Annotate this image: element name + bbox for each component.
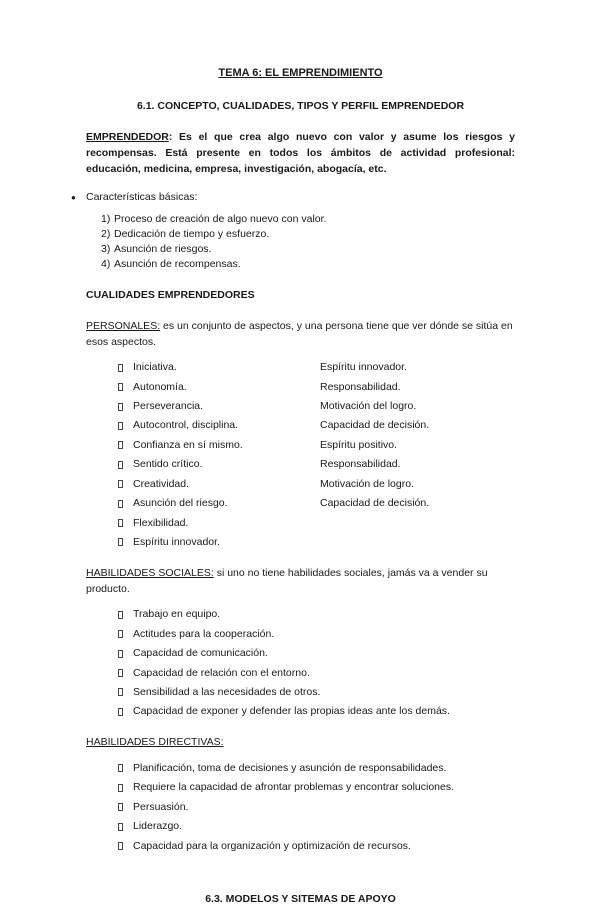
item-text: Asunción de riesgos. [114, 243, 212, 256]
list-item [118, 380, 515, 395]
item-text: Proceso de creación de algo nuevo con valor. [114, 213, 327, 226]
section3-heading: 6.3. MODELOS Y SITEMAS DE APOYO [205, 892, 396, 905]
caracteristicas-label: Características básicas: [86, 191, 198, 204]
checkbox-bullet-icon [118, 784, 123, 792]
checkbox-bullet-icon [118, 708, 123, 716]
checkbox-bullet-icon [118, 650, 123, 658]
emprendedor-term: EMPRENDEDOR [86, 130, 169, 143]
item-text: Liderazgo. [133, 820, 183, 833]
checkbox-bullet-icon [118, 688, 123, 696]
item-text: Actitudes para la cooperación. [133, 627, 275, 640]
emprendedor-text: : Es el que crea algo nuevo con valor y asume los riesgos y recompensas. Está presente en todos los ámbitos de actividad profesional: educación, medicina, empresa, investigación, abogacía, etc. [86, 130, 515, 176]
list-item [118, 360, 515, 375]
item-text: Sensibilidad a las necesidades de otros. [133, 685, 321, 698]
sociales-list [118, 607, 515, 719]
item-text-left: Espíritu innovador. [133, 535, 220, 548]
list-item [118, 646, 515, 661]
bullet-icon: ● [71, 193, 76, 203]
directivas-list [118, 761, 515, 854]
checkbox-bullet-icon [118, 500, 123, 508]
list-item [118, 535, 515, 550]
caracteristicas-list [101, 212, 515, 272]
item-text: Dedicación de tiempo y esfuerzo. [114, 228, 270, 241]
checkbox-bullet-icon [118, 519, 123, 527]
item-text-left: Iniciativa. [133, 361, 177, 374]
checkbox-bullet-icon [118, 764, 123, 772]
checkbox-bullet-icon [118, 383, 123, 391]
caracteristicas-line [71, 190, 515, 205]
sociales-text: si uno no tiene habilidades sociales, jamás va a vender su producto. [86, 566, 488, 595]
list-item [118, 780, 515, 795]
item-text-left: Flexibilidad. [133, 516, 189, 529]
list-item [101, 212, 515, 227]
list-item [118, 666, 515, 681]
item-number: 2) [101, 228, 111, 241]
checkbox-bullet-icon [118, 669, 123, 677]
item-text: Requiere la capacidad de afrontar problemas y encontrar soluciones. [133, 781, 455, 794]
personales-text: es un conjunto de aspectos, y una persona tiene que ver dónde se sitúa en esos aspectos. [86, 319, 513, 348]
directivas-term: HABILIDADES DIRECTIVAS: [86, 736, 224, 749]
list-item [118, 839, 515, 854]
item-text-right: Capacidad de decisión. [320, 419, 430, 432]
item-text: Trabajo en equipo. [133, 608, 221, 621]
item-text-left: Creatividad. [133, 477, 190, 490]
document-title: TEMA 6: EL EMPRENDIMIENTO [218, 67, 383, 79]
personales-term: PERSONALES: [86, 319, 161, 332]
checkbox-bullet-icon [118, 422, 123, 430]
checkbox-bullet-icon [118, 842, 123, 850]
list-item [118, 607, 515, 622]
cualidades-heading: CUALIDADES EMPRENDEDORES [86, 288, 255, 301]
item-text-right: Espíritu innovador. [320, 361, 407, 374]
list-item [118, 496, 515, 511]
list-item [118, 438, 515, 453]
list-item [118, 761, 515, 776]
checkbox-bullet-icon [118, 480, 123, 488]
checkbox-bullet-icon [118, 441, 123, 449]
checkbox-bullet-icon [118, 611, 123, 619]
list-item [101, 242, 515, 257]
list-item [101, 257, 515, 272]
item-text-right: Motivación de logro. [320, 477, 414, 490]
personales-paragraph [86, 319, 515, 351]
section1-heading: 6.1. CONCEPTO, CUALIDADES, TIPOS Y PERFIL EMPRENDEDOR [136, 99, 465, 112]
checkbox-bullet-icon [118, 630, 123, 638]
list-item [118, 800, 515, 815]
list-item [118, 399, 515, 414]
item-text-right: Espíritu positivo. [320, 438, 398, 451]
list-item [118, 457, 515, 472]
item-number: 1) [101, 213, 111, 226]
emprendedor-paragraph [86, 129, 515, 178]
checkbox-bullet-icon [118, 538, 123, 546]
list-item [118, 704, 515, 719]
item-text-right: Responsabilidad. [320, 458, 401, 471]
item-text: Capacidad para la organización y optimización de recursos. [133, 839, 411, 852]
item-text-left: Asunción del riesgo. [133, 497, 228, 510]
item-text: Capacidad de exponer y defender las propias ideas ante los demás. [133, 705, 450, 718]
item-text: Persuasión. [133, 800, 189, 813]
item-text-right: Motivación del logro. [320, 400, 417, 413]
sociales-term: HABILIDADES SOCIALES: [86, 566, 214, 579]
checkbox-bullet-icon [118, 364, 123, 372]
checkbox-bullet-icon [118, 823, 123, 831]
item-text-left: Sentido crítico. [133, 458, 203, 471]
list-item [118, 477, 515, 492]
checkbox-bullet-icon [118, 803, 123, 811]
directivas-paragraph [86, 735, 515, 751]
item-text-right: Responsabilidad. [320, 380, 401, 393]
item-number: 3) [101, 243, 111, 256]
item-text: Asunción de recompensas. [114, 257, 241, 270]
personales-list [118, 360, 515, 550]
list-item [118, 516, 515, 531]
item-text-right: Capacidad de decisión. [320, 497, 430, 510]
list-item [118, 627, 515, 642]
checkbox-bullet-icon [118, 461, 123, 469]
list-item [118, 819, 515, 834]
item-text: Capacidad de relación con el entorno. [133, 666, 310, 679]
item-text-left: Autocontrol, disciplina. [133, 419, 239, 432]
item-number: 4) [101, 257, 111, 270]
sociales-paragraph [86, 566, 515, 598]
checkbox-bullet-icon [118, 403, 123, 411]
list-item [118, 418, 515, 433]
list-item [101, 227, 515, 242]
item-text-left: Autonomía. [133, 380, 187, 393]
item-text-left: Confianza en sí mismo. [133, 438, 243, 451]
item-text: Capacidad de comunicación. [133, 647, 268, 660]
list-item [118, 685, 515, 700]
item-text-left: Perseverancia. [133, 400, 204, 413]
item-text: Planificación, toma de decisiones y asunción de responsabilidades. [133, 762, 447, 774]
